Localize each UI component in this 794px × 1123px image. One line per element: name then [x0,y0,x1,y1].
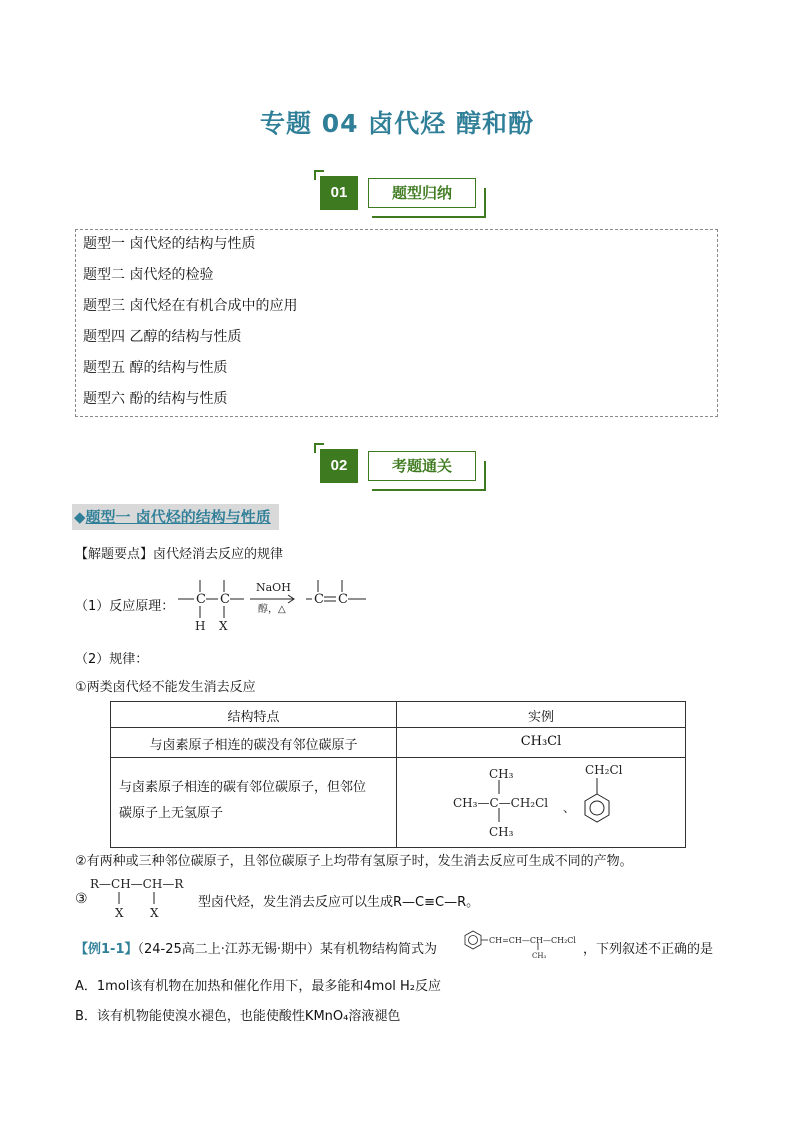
rule-label: （2）规律： [75,652,149,667]
topic-list [75,229,718,417]
badge-corner [372,212,484,218]
topic-item: 题型三 卤代烃在有机合成中的应用 [83,298,298,314]
svg-text:C: C [338,592,348,607]
table-cell: 与卤素原子相连的碳没有邻位碳原子 [149,738,358,753]
structure-text: CH₃ [489,825,514,839]
reaction-label: （1）反应原理： [75,599,175,614]
topic-item: 题型六 酚的结构与性质 [83,391,228,407]
section-heading [72,504,279,530]
structure-sub: CH₃ [532,952,547,960]
topic-item: 题型二 卤代烃的检验 [83,267,214,283]
diamond-icon: ◆ [74,508,86,526]
example-structures [451,760,671,846]
formula-main: R—CH—CH—R [90,877,184,891]
example-label: 【例1-1】 [75,942,138,957]
svg-text:C: C [220,592,230,607]
elimination-reaction-diagram [172,572,382,636]
svg-text:C: C [314,592,324,607]
badge-number: 01 [320,176,358,210]
topic-item: 题型五 醇的结构与性质 [83,360,228,376]
section-heading-label: 题型一 卤代烃的结构与性质 [85,508,271,526]
tip-bracket: 【解题要点】 [75,547,154,562]
option-b: B．该有机物能使溴水褪色，也能使酸性KMnO₄溶液褪色 [75,1009,401,1024]
section-badge-practice [320,449,480,483]
structure-main: CH=CH—CH—CH₂Cl [489,936,576,945]
table-cell: CH₃Cl [520,734,562,749]
reagent-bottom: 醇，△ [258,604,286,615]
formula-x: X [150,906,159,920]
structure-text: CH₃ [489,767,514,781]
badge-number: 02 [320,449,358,483]
option-a: A．1mol该有机物在加热和催化作用下，最多能和4mol H₂反应 [75,979,442,994]
structure-text: CH₃—C—CH₂Cl [453,796,549,810]
formula-x: X [115,906,124,920]
topic-item: 题型四 乙醇的结构与性质 [83,329,242,345]
atom-h: H [195,619,206,633]
rule-3-mark: ③ [75,891,88,907]
table-header: 实例 [527,710,554,725]
example-source: （24-25高二上·江苏无锡·期中）某有机物结构简式为 [137,942,438,957]
badge-label: 考题通关 [368,451,476,481]
rule-2: ②有两种或三种邻位碳原子，且邻位碳原子上均带有氢原子时，发生消去反应可生成不同的产物。 [75,854,633,869]
structure-text: 、 [563,801,576,815]
example-structure [462,928,582,960]
rules-table [110,701,686,848]
badge-label: 题型归纳 [368,178,476,208]
tip-text: 卤代烃消去反应的规律 [153,547,284,562]
badge-corner [372,485,484,491]
topic-item: 题型一 卤代烃的结构与性质 [83,236,256,252]
svg-text:C: C [196,592,206,607]
rule-1: ①两类卤代烃不能发生消去反应 [75,680,256,695]
table-header: 结构特点 [227,710,280,725]
rule-3-text: 型卤代烃，发生消去反应可以生成R—C≡C—R。 [198,895,480,910]
example-line [75,938,437,957]
rule-3-formula [90,872,202,920]
table-cell: 与卤素原子相连的碳有邻位碳原子，但邻位 [119,780,367,795]
tip-line [75,543,283,562]
section-badge-summary [320,176,480,210]
structure-text: CH₂Cl [585,763,623,777]
reagent-top: NaOH [256,581,291,594]
example-tail: ，下列叙述不正确的是 [583,942,714,957]
page-title: 专题 04 卤代烃 醇和酚 [260,109,534,138]
atom-x: X [219,619,228,633]
table-cell: 碳原子上无氢原子 [119,806,224,821]
